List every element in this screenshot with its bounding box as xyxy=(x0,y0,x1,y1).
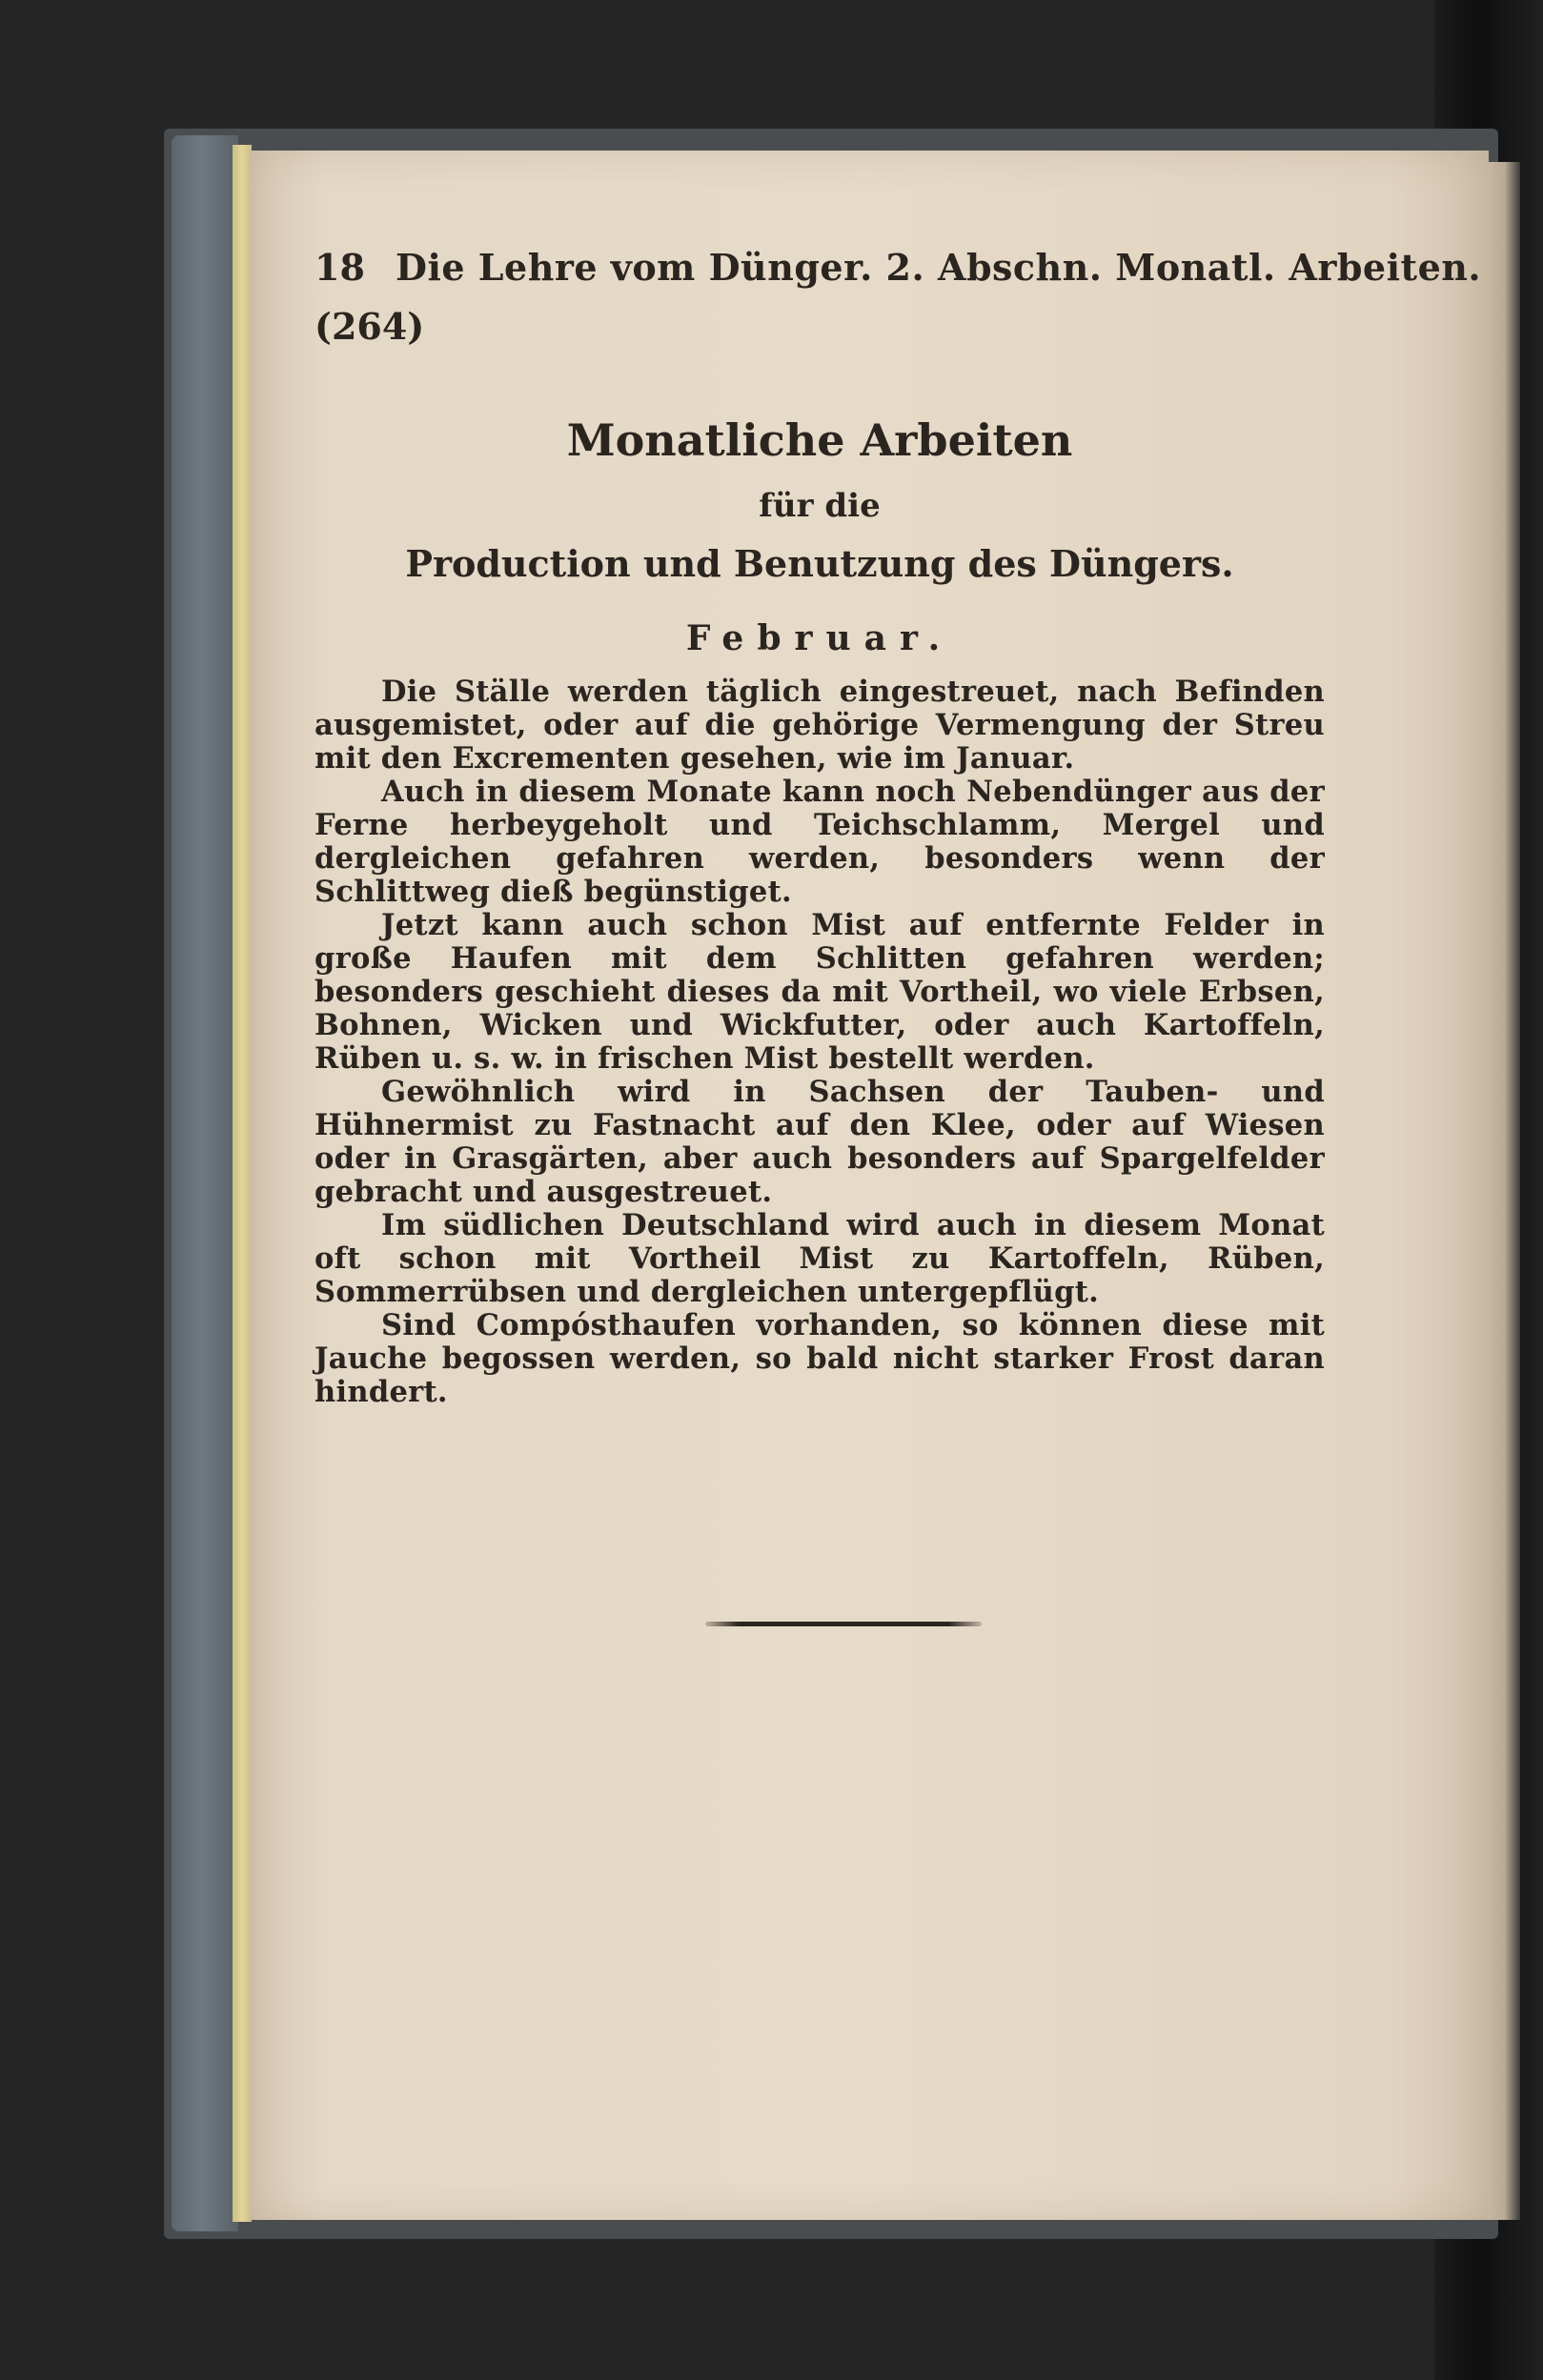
endpaper-strip xyxy=(233,145,252,2222)
running-header xyxy=(315,246,1482,303)
section-title: Monatliche Arbeiten xyxy=(566,414,1073,466)
paragraph: Gewöhnlich wird in Sachsen der Tauben- und Hühnermist zu Fastnacht auf den Klee, oder auf Wiesen oder in Grasgärten, aber auch besonders auf Spargelfelder gebracht und ausgestreuet. xyxy=(315,1075,1325,1209)
original-page-number: (264) xyxy=(315,305,425,348)
paragraph: Jetzt kann auch schon Mist auf entfernte Felder in große Haufen mit dem Schlitten gefahren werden; besonders geschieht dieses da mit Vortheil, wo viele Erbsen, Bohnen, Wicken und Wickfutter, oder auch Kartoffeln, Rüben u. s. w. in frischen Mist bestellt werden. xyxy=(315,908,1325,1076)
body-text xyxy=(315,676,1325,1409)
paragraph: Die Ställe werden täglich eingestreuet, nach Befinden ausgemistet, oder auf die gehörige Vermengung der Streu mit den Excrementen gesehen, wie im Januar. xyxy=(315,675,1325,776)
section-end-rule xyxy=(705,1622,982,1626)
section-subtitle-1: für die xyxy=(759,487,881,525)
page-content xyxy=(315,246,1482,1409)
paragraph: Auch in diesem Monate kann noch Nebendünger aus der Ferne herbeygeholt und Teichschlamm, Mergel und dergleichen gefahren werden, besonders wenn der Schlittweg dieß begünstiget. xyxy=(315,775,1325,909)
page-number: 18 xyxy=(315,246,365,289)
cover-board xyxy=(172,135,238,2231)
month-heading: Februar. xyxy=(685,618,954,658)
running-title: Die Lehre vom Dünger. 2. Abschn. Monatl. Arbeiten. xyxy=(396,246,1482,289)
paragraph: Im südlichen Deutschland wird auch in diesem Monat oft schon mit Vortheil Mist zu Kartoffeln, Rüben, Sommerrübsen und dergleichen untergepflügt. xyxy=(315,1208,1325,1309)
section-subtitle-2: Production und Benutzung des Düngers. xyxy=(405,542,1234,585)
paragraph: Sind Compósthaufen vorhanden, so können diese mit Jauche begossen werden, so bald nicht starker Frost daran hindert. xyxy=(315,1308,1325,1409)
